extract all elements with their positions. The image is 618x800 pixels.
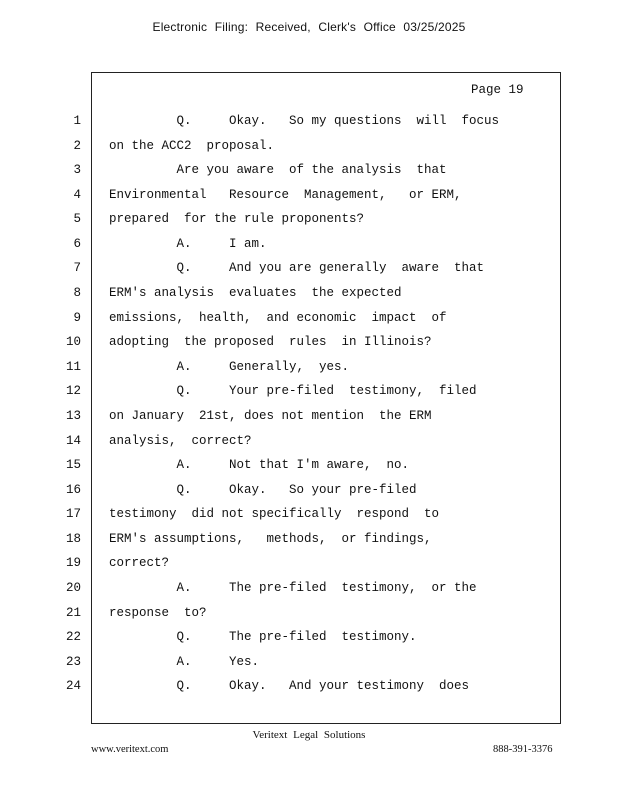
transcript-line: on the ACC2 proposal.	[109, 139, 275, 153]
transcript-line: A. The pre-filed testimony, or the	[109, 581, 477, 595]
transcript-line: ERM's analysis evaluates the expected	[109, 286, 402, 300]
transcript-line: A. I am.	[109, 237, 267, 251]
line-number: 16	[65, 483, 81, 497]
footer-website: www.veritext.com	[91, 744, 169, 755]
line-number: 12	[65, 384, 81, 398]
line-number: 2	[73, 139, 81, 153]
line-number: 19	[65, 556, 81, 570]
line-number: 22	[65, 630, 81, 644]
transcript-line: ERM's assumptions, methods, or findings,	[109, 532, 432, 546]
transcript-line: analysis, correct?	[109, 434, 252, 448]
transcript-line: A. Generally, yes.	[109, 360, 350, 374]
transcript-line: prepared for the rule proponents?	[109, 212, 365, 226]
transcript-line: Are you aware of the analysis that	[109, 163, 447, 177]
transcript-line: Q. Okay. So my questions will focus	[109, 114, 500, 128]
transcript-line: Q. The pre-filed testimony.	[109, 630, 417, 644]
page-number: Page 19	[471, 83, 524, 97]
transcript-line: emissions, health, and economic impact of	[109, 311, 447, 325]
transcript-line: Environmental Resource Management, or ERM,	[109, 188, 462, 202]
line-number: 21	[65, 606, 81, 620]
line-number: 6	[73, 237, 81, 251]
transcript-line: Q. Your pre-filed testimony, filed	[109, 384, 477, 398]
transcript-line: correct?	[109, 556, 170, 570]
line-number: 9	[73, 311, 81, 325]
transcript-line: Q. And you are generally aware that	[109, 261, 485, 275]
line-number: 1	[73, 114, 81, 128]
line-number: 14	[65, 434, 81, 448]
transcript-line: Q. Okay. So your pre-filed	[109, 483, 417, 497]
line-number: 7	[73, 261, 81, 275]
line-number: 24	[65, 679, 81, 693]
line-number: 23	[65, 655, 81, 669]
line-number: 8	[73, 286, 81, 300]
transcript-line: on January 21st, does not mention the ERM	[109, 409, 432, 423]
line-number: 15	[65, 458, 81, 472]
transcript-line: Q. Okay. And your testimony does	[109, 679, 470, 693]
line-number: 20	[65, 581, 81, 595]
line-number: 4	[73, 188, 81, 202]
transcript-line: response to?	[109, 606, 207, 620]
transcript-line: adopting the proposed rules in Illinois?	[109, 335, 432, 349]
footer-company-name: Veritext Legal Solutions	[252, 729, 366, 741]
line-number: 17	[65, 507, 81, 521]
line-number: 10	[65, 335, 81, 349]
line-number: 5	[73, 212, 81, 226]
line-number: 11	[65, 360, 81, 374]
line-number: 13	[65, 409, 81, 423]
footer-phone: 888-391-3376	[493, 744, 553, 755]
filing-stamp-header: Electronic Filing: Received, Clerk's Office 03/25/2025	[152, 20, 466, 34]
line-number: 18	[65, 532, 81, 546]
line-number: 3	[73, 163, 81, 177]
transcript-line: A. Not that I'm aware, no.	[109, 458, 410, 472]
transcript-line: testimony did not specifically respond to	[109, 507, 440, 521]
transcript-line: A. Yes.	[109, 655, 260, 669]
